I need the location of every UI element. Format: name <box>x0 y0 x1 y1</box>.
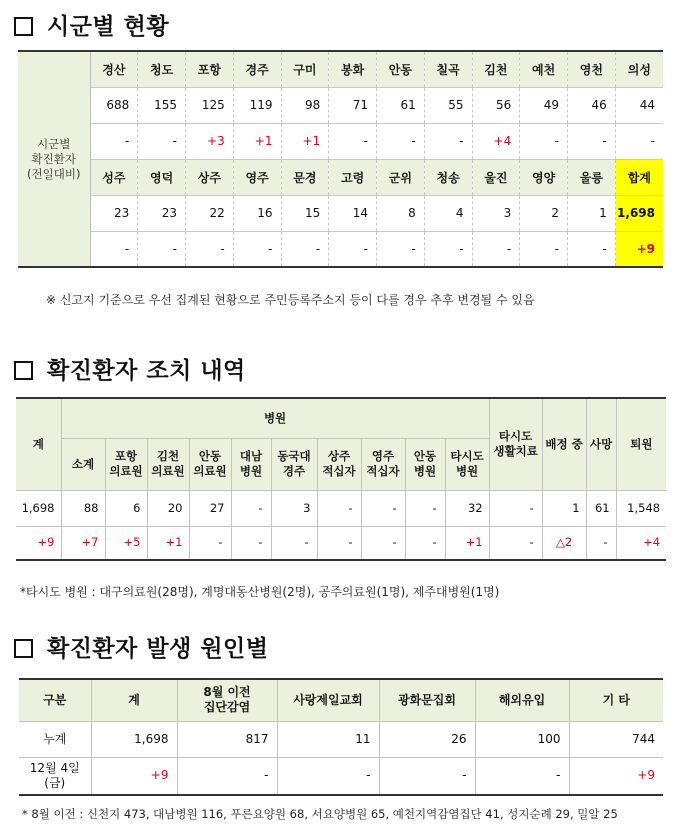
city-change: - <box>329 123 377 159</box>
cause-header: 구분 <box>19 679 91 721</box>
measure-count: 88 <box>61 490 105 526</box>
city-change: - <box>186 231 234 267</box>
cause-header: 사랑제일교회 <box>277 679 379 721</box>
cause-row-label <box>19 721 91 757</box>
cause-header: 계 <box>91 679 177 721</box>
section-title-text: 확진환자 조치 내역 <box>47 358 246 384</box>
measure-count: 1,698 <box>16 490 61 526</box>
measure-change: +7 <box>61 526 105 560</box>
cause-value: - <box>277 757 379 795</box>
city-count: 8 <box>377 195 425 231</box>
city-change: - <box>138 123 186 159</box>
city-change: - <box>233 231 281 267</box>
measure-change: - <box>489 526 542 560</box>
hospital-subheader-line: 포항 <box>114 449 138 463</box>
cause-value: 100 <box>475 721 569 757</box>
hospital-subheader <box>189 438 231 490</box>
city-count: 44 <box>615 87 663 123</box>
section-title-text: 시군별 현황 <box>47 14 170 40</box>
city-count: 71 <box>329 87 377 123</box>
hospital-subheader-line: 의료원 <box>109 464 143 478</box>
city-count: 55 <box>424 87 472 123</box>
hospital-subheader <box>361 438 405 490</box>
measure-count: - <box>317 490 361 526</box>
measure-change: - <box>271 526 317 560</box>
hospital-subheader-line: 안동 <box>198 449 222 463</box>
city-change: - <box>424 231 472 267</box>
hospital-subheader-line: 병원 <box>455 464 479 478</box>
city-name: 고령 <box>329 159 377 195</box>
city-change: - <box>377 231 425 267</box>
measure-change: - <box>361 526 405 560</box>
city-status-note: ※ 신고지 기준으로 우선 집계된 현황으로 주민등록주소지 등이 다를 경우 추후 변경될 수 있음 <box>46 293 535 307</box>
cause-row-label-line: (금) <box>44 775 66 790</box>
cause-header: 광화문집회 <box>379 679 475 721</box>
city-count: 23 <box>138 195 186 231</box>
section-title-patient-measures <box>14 352 246 385</box>
city-name: 문경 <box>281 159 329 195</box>
city-count: 2 <box>520 195 568 231</box>
city-count: 155 <box>138 87 186 123</box>
city-name: 영천 <box>568 51 616 87</box>
header-assigning: 배정 중 <box>542 398 586 490</box>
hospital-subheader-line: 동국대 <box>277 449 311 463</box>
city-change: - <box>90 231 138 267</box>
city-count: 98 <box>281 87 329 123</box>
checkbox-square-icon <box>14 361 33 380</box>
city-change: - <box>90 123 138 159</box>
measure-change: +1 <box>147 526 189 560</box>
measure-change: +4 <box>616 526 666 560</box>
hospital-subheader-line: 의료원 <box>151 464 185 478</box>
city-name: 영주 <box>233 159 281 195</box>
measure-count: 1,548 <box>616 490 666 526</box>
cause-header: 해외유입 <box>475 679 569 721</box>
cause-value: 11 <box>277 721 379 757</box>
side-label-line: (전일대비) <box>27 166 81 181</box>
city-name-row <box>18 159 663 195</box>
cause-note: * 8월 이전 : 신천지 473, 대남병원 116, 푸른요양원 68, 서요양병원 65, 예천지역감염집단 41, 성지순례 29, 밀알 25 <box>22 807 618 821</box>
hospital-subheader-line: 적십자 <box>322 464 356 478</box>
hospital-subheader <box>61 438 105 490</box>
city-name: 구미 <box>281 51 329 87</box>
header-discharge: 퇴원 <box>616 398 666 490</box>
checkbox-square-icon <box>14 17 33 36</box>
city-count: 125 <box>186 87 234 123</box>
cause-value: - <box>177 757 277 795</box>
cause-header: 기 타 <box>569 679 663 721</box>
city-count: 688 <box>90 87 138 123</box>
side-label <box>18 51 90 267</box>
city-change: - <box>520 123 568 159</box>
city-status-table <box>18 50 663 268</box>
measure-count: 32 <box>445 490 489 526</box>
measure-count: 1 <box>542 490 586 526</box>
city-count: 1 <box>568 195 616 231</box>
hospital-subheader <box>105 438 147 490</box>
city-count: 22 <box>186 195 234 231</box>
measure-change: - <box>405 526 445 560</box>
measure-count: - <box>361 490 405 526</box>
city-name: 영덕 <box>138 159 186 195</box>
hospital-subheader-line: 적십자 <box>366 464 400 478</box>
cause-value: +9 <box>91 757 177 795</box>
city-change-row <box>18 231 663 267</box>
city-change: - <box>472 231 520 267</box>
city-count: 3 <box>472 195 520 231</box>
city-change-row <box>18 123 663 159</box>
cause-value: 744 <box>569 721 663 757</box>
hospital-subheader-line: 상주 <box>327 449 351 463</box>
cause-value: +9 <box>569 757 663 795</box>
total-count: 1,698 <box>615 195 663 231</box>
city-change: +4 <box>472 123 520 159</box>
measure-change: +5 <box>105 526 147 560</box>
city-change: +1 <box>281 123 329 159</box>
cause-row <box>19 757 663 795</box>
city-change: - <box>281 231 329 267</box>
hospital-subheader <box>147 438 189 490</box>
city-name: 울진 <box>472 159 520 195</box>
cause-value: - <box>379 757 475 795</box>
measure-change: +9 <box>16 526 61 560</box>
city-name: 김천 <box>472 51 520 87</box>
city-count: 14 <box>329 195 377 231</box>
measure-count: 61 <box>586 490 616 526</box>
city-change: - <box>520 231 568 267</box>
city-count: 16 <box>233 195 281 231</box>
city-change: +3 <box>186 123 234 159</box>
city-name: 안동 <box>377 51 425 87</box>
city-count: 49 <box>520 87 568 123</box>
city-name: 의성 <box>615 51 663 87</box>
city-name: 경산 <box>90 51 138 87</box>
cause-value: 817 <box>177 721 277 757</box>
hospital-subheader-line: 김천 <box>156 449 180 463</box>
city-name-row <box>18 51 663 87</box>
header-hospital: 병원 <box>61 398 489 438</box>
city-name: 영양 <box>520 159 568 195</box>
measure-change: - <box>231 526 271 560</box>
city-change: - <box>377 123 425 159</box>
hospital-subheader <box>405 438 445 490</box>
hospital-subheader-line: 영주 <box>371 449 395 463</box>
side-label-line: 확진환자 <box>31 151 76 166</box>
measure-change: +1 <box>445 526 489 560</box>
city-change: - <box>568 123 616 159</box>
hospital-subheader <box>231 438 271 490</box>
city-name: 예천 <box>520 51 568 87</box>
total-header: 합계 <box>615 159 663 195</box>
header-total: 계 <box>16 398 61 490</box>
hospital-subheader <box>271 438 317 490</box>
city-name: 청송 <box>424 159 472 195</box>
city-name: 칠곡 <box>424 51 472 87</box>
total-change: +9 <box>615 231 663 267</box>
city-name: 경주 <box>233 51 281 87</box>
city-count: 4 <box>424 195 472 231</box>
measure-count: 3 <box>271 490 317 526</box>
city-name: 울릉 <box>568 159 616 195</box>
measure-count: 20 <box>147 490 189 526</box>
city-count: 46 <box>568 87 616 123</box>
cause-value: 1,698 <box>91 721 177 757</box>
side-label-line: 시군별 <box>37 136 71 151</box>
section-title-text: 확진환자 발생 원인별 <box>47 636 269 662</box>
cause-row-label <box>19 757 91 795</box>
hospital-subheader-line: 경주 <box>282 464 306 478</box>
city-change: - <box>329 231 377 267</box>
patient-measures-table <box>16 397 666 561</box>
header-other-city-residential: 타시도 생활치료 <box>489 398 542 490</box>
city-name: 성주 <box>90 159 138 195</box>
cause-row <box>19 721 663 757</box>
measure-count: - <box>405 490 445 526</box>
measure-count: 27 <box>189 490 231 526</box>
section-title-city-status <box>14 8 169 41</box>
cause-value: 26 <box>379 721 475 757</box>
checkbox-square-icon <box>14 639 33 658</box>
header-death: 사망 <box>586 398 616 490</box>
city-count: 15 <box>281 195 329 231</box>
other-city-hospital-note: *타시도 병원 : 대구의료원(28명), 계명대동산병원(2명), 공주의료원(1명), 제주대병원(1명) <box>20 585 500 599</box>
city-count: 119 <box>233 87 281 123</box>
hospital-subheader-line: 소계 <box>71 456 95 471</box>
hospital-subheader-line: 안동 <box>413 449 437 463</box>
hospital-subheader-line: 병원 <box>413 464 437 478</box>
cause-header <box>177 679 277 721</box>
city-name: 봉화 <box>329 51 377 87</box>
cause-header-line: 8월 이전 <box>203 685 251 700</box>
cause-table <box>19 678 663 796</box>
city-count-row <box>18 87 663 123</box>
city-name: 청도 <box>138 51 186 87</box>
measure-count: 6 <box>105 490 147 526</box>
cause-value: - <box>475 757 569 795</box>
city-change: - <box>424 123 472 159</box>
city-change: - <box>138 231 186 267</box>
city-count: 56 <box>472 87 520 123</box>
city-change: - <box>615 123 663 159</box>
city-name: 포항 <box>186 51 234 87</box>
measure-change: △2 <box>542 526 586 560</box>
hospital-subheader-line: 의료원 <box>193 464 227 478</box>
city-name: 상주 <box>186 159 234 195</box>
hospital-subheader <box>317 438 361 490</box>
measure-change: - <box>189 526 231 560</box>
city-name: 군위 <box>377 159 425 195</box>
city-count: 23 <box>90 195 138 231</box>
cause-header-line: 집단감염 <box>203 700 251 715</box>
cause-row-label-line: 누계 <box>43 731 67 746</box>
hospital-subheader <box>445 438 489 490</box>
section-title-cause <box>14 630 268 663</box>
city-change: - <box>568 231 616 267</box>
measure-count: - <box>231 490 271 526</box>
cause-header-row <box>19 679 663 721</box>
city-count: 61 <box>377 87 425 123</box>
measure-count: - <box>489 490 542 526</box>
hospital-subheader-line: 대남 <box>239 449 263 463</box>
city-change: +1 <box>233 123 281 159</box>
city-count-row <box>18 195 663 231</box>
measure-change: - <box>586 526 616 560</box>
measure-change: - <box>317 526 361 560</box>
hospital-subheader-line: 타시도 <box>450 449 484 463</box>
cause-row-label-line: 12월 4일 <box>29 760 80 775</box>
hospital-subheader-line: 병원 <box>239 464 263 478</box>
